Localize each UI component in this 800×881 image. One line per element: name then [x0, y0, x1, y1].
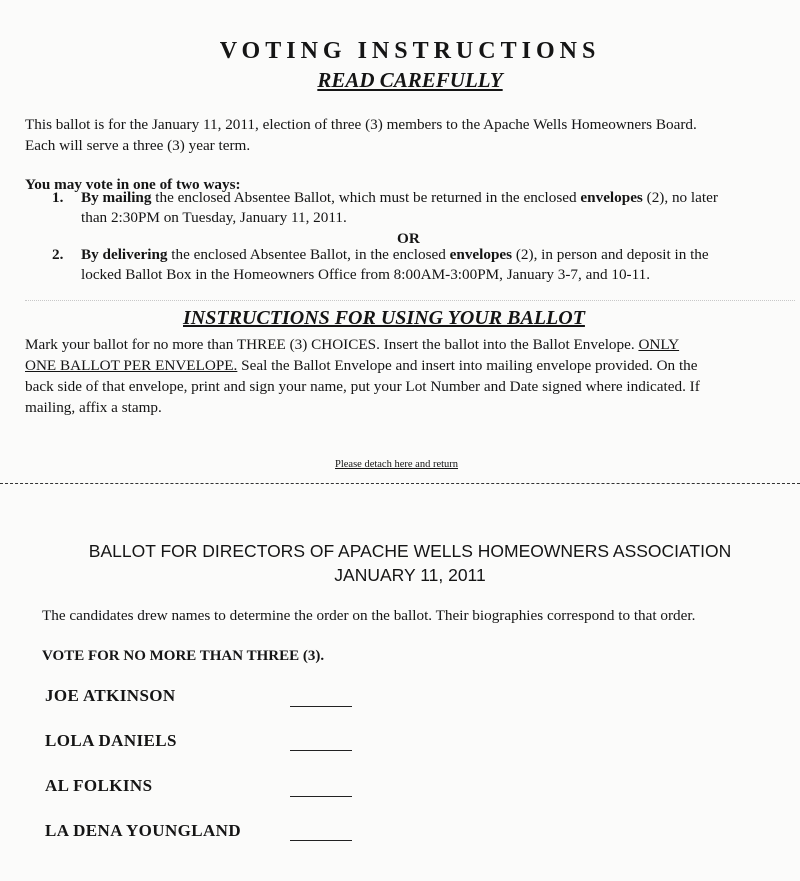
option-1-envelopes: envelopes — [580, 189, 643, 206]
option-2-text-b: (2), in person and deposit in the — [512, 246, 709, 263]
candidate-name: LA DENA YOUNGLAND — [45, 821, 242, 840]
option-1-text-b: (2), no later — [642, 189, 718, 206]
voting-option-2 — [52, 245, 792, 285]
instructions-line-1b: ONLY — [638, 336, 680, 353]
vote-limit-instruction: VOTE FOR NO MORE THAN THREE (3). — [42, 648, 325, 664]
candidate-name: AL FOLKINS — [45, 776, 153, 795]
option-1-text — [81, 188, 792, 228]
ballot-title — [0, 539, 800, 587]
option-1-text-a: the enclosed Absentee Ballot, which must be returned in the enclosed — [151, 189, 581, 206]
ballot-title-line-1: BALLOT FOR DIRECTORS OF APACHE WELLS HOMEOWNERS ASSOCIATION — [88, 541, 732, 561]
instructions-line-2b: Seal the Ballot Envelope and insert into mailing envelope provided. On the — [237, 357, 698, 374]
candidate-vote-blank[interactable] — [290, 750, 352, 751]
option-2-line-2: locked Ballot Box in the Homeowners Office from 8:00AM-3:00PM, January 3-7, and 10-11. — [81, 266, 651, 283]
candidate-vote-blank[interactable] — [290, 840, 352, 841]
instructions-heading: INSTRUCTIONS FOR USING YOUR BALLOT — [183, 307, 585, 329]
detach-label: Please detach here and return — [335, 459, 459, 470]
instructions-line-3: back side of that envelope, print and sign your name, put your Lot Number and Date signed where indicated. If — [25, 378, 700, 395]
option-1-number: 1. — [52, 189, 64, 206]
option-2-number: 2. — [52, 246, 64, 263]
candidate-vote-blank[interactable] — [290, 796, 352, 797]
intro-line-1: This ballot is for the January 11, 2011, election of three (3) members to the Apache Wells Homeowners Board. — [25, 116, 697, 133]
or-divider: OR — [397, 230, 420, 247]
instructions-line-1a: Mark your ballot for no more than THREE (3) CHOICES. Insert the ballot into the Ballot Envelope. — [25, 336, 639, 353]
page-subtitle: READ CAREFULLY — [317, 68, 503, 92]
instructions-paragraph — [25, 334, 795, 418]
option-1-lead: By mailing — [81, 189, 152, 206]
ballot-title-line-2: JANUARY 11, 2011 — [334, 565, 486, 585]
ways-heading: You may vote in one of two ways: — [25, 176, 241, 193]
intro-paragraph — [25, 114, 795, 156]
option-2-envelopes: envelopes — [449, 246, 513, 263]
option-2-text-a: the enclosed Absentee Ballot, in the enclosed — [167, 246, 450, 263]
candidates-order-note: The candidates drew names to determine the order on the ballot. Their biographies correspond to that order. — [42, 607, 696, 624]
instructions-line-4: mailing, affix a stamp. — [25, 399, 162, 416]
detach-cut-line — [0, 483, 800, 484]
option-2-lead: By delivering — [81, 246, 168, 263]
option-1-line-2: than 2:30PM on Tuesday, January 11, 2011. — [81, 209, 347, 226]
candidate-name: JOE ATKINSON — [45, 686, 176, 705]
voting-option-1 — [52, 188, 792, 228]
page-title: VOTING INSTRUCTIONS — [219, 38, 601, 64]
instructions-line-2a: ONE BALLOT PER ENVELOPE. — [25, 357, 238, 374]
intro-line-2: Each will serve a three (3) year term. — [25, 137, 251, 154]
option-2-text — [81, 245, 792, 285]
candidate-vote-blank[interactable] — [290, 706, 352, 707]
candidate-name: LOLA DANIELS — [45, 731, 177, 750]
faint-separator — [25, 300, 795, 301]
